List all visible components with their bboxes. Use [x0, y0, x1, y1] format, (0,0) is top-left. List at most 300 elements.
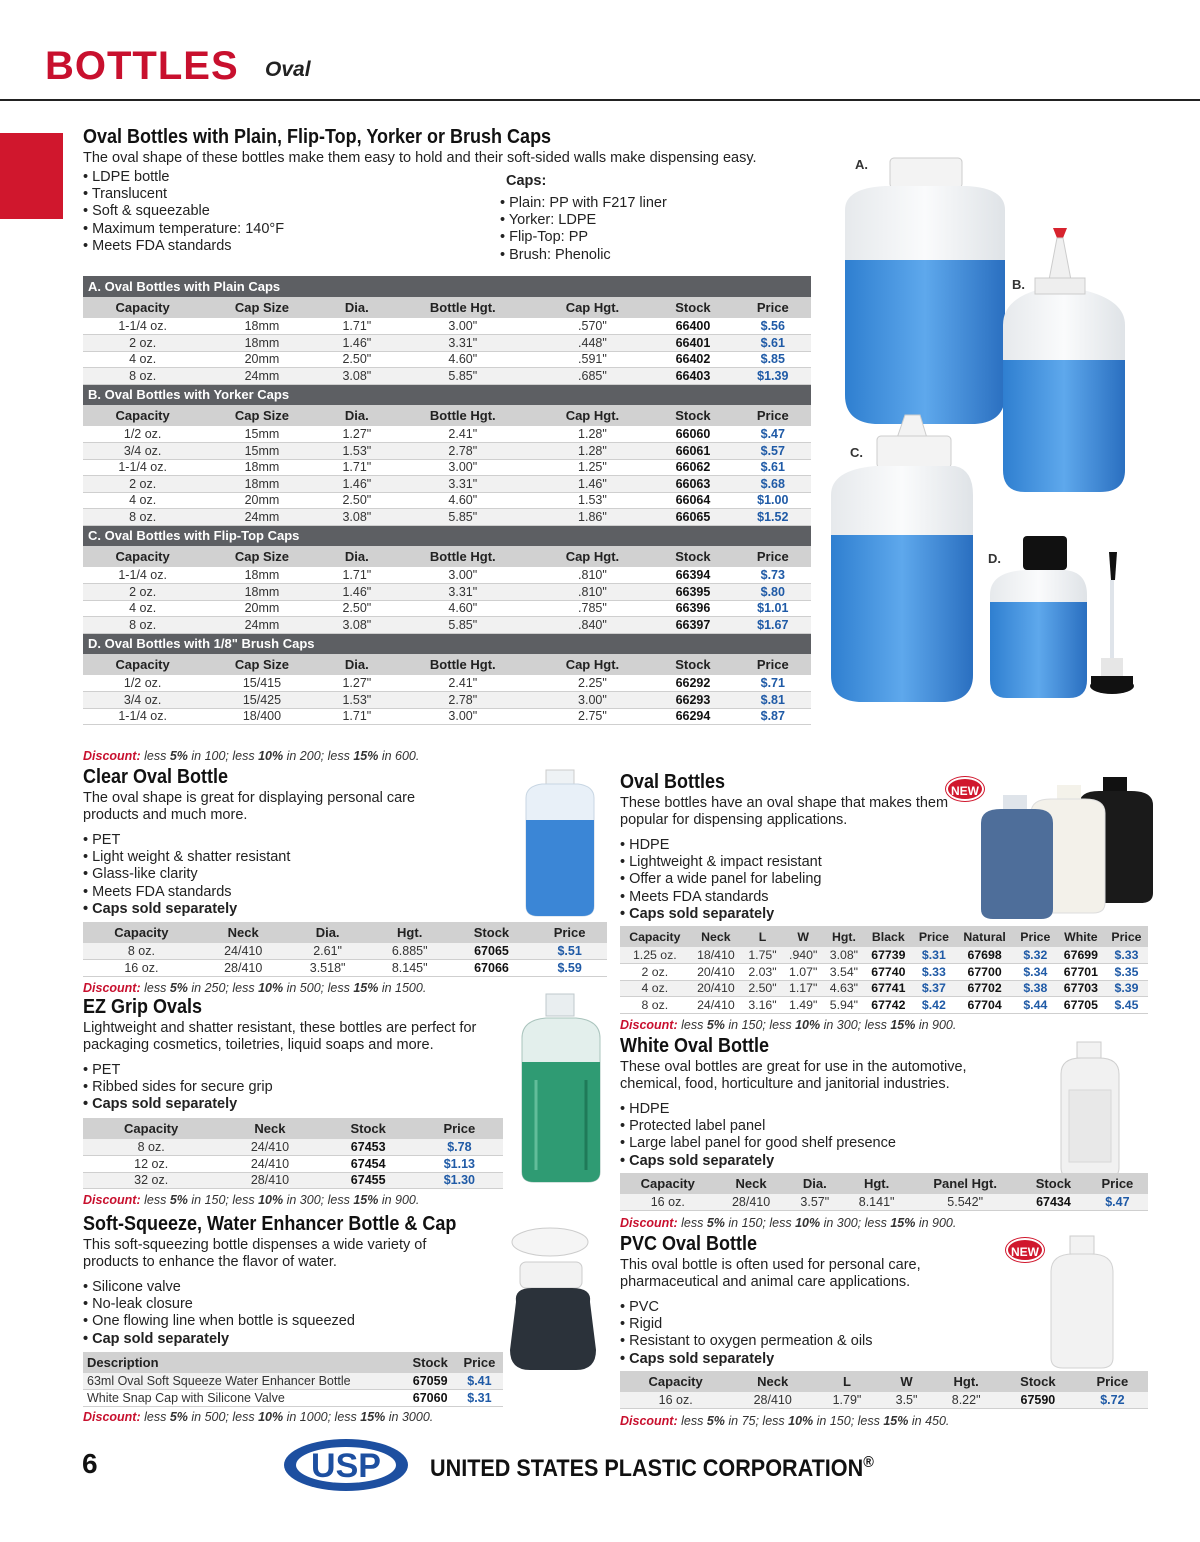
table-cell: $.39: [1105, 980, 1148, 997]
discount-label: Discount:: [83, 749, 141, 763]
table-cell: $.71: [735, 675, 811, 692]
table-cell: 4 oz.: [83, 492, 202, 509]
discount-text: less: [144, 981, 170, 995]
table-cell: 20/410: [690, 964, 742, 981]
column-header: Price: [1077, 1371, 1148, 1392]
table-cell: $1.67: [735, 617, 811, 634]
column-header: Price: [735, 297, 811, 318]
table-cell: 16 oz.: [83, 960, 200, 977]
table-cell: 18mm: [202, 584, 321, 601]
table-cell: 8 oz.: [83, 943, 200, 960]
table-cell: 8.141": [843, 1194, 910, 1211]
column-header: Price: [1014, 926, 1057, 947]
table-cell: 20mm: [202, 492, 321, 509]
table-cell: 67066: [451, 960, 532, 977]
discount-text: in 900.: [378, 1193, 420, 1207]
table-row: [83, 1373, 503, 1390]
column-header: Stock: [1020, 1173, 1087, 1194]
table-cell: $.42: [912, 997, 955, 1014]
table-cell: 28/410: [219, 1172, 320, 1189]
discount-rate: 10%: [258, 1410, 284, 1424]
discount-text: in 150; less: [724, 1216, 796, 1230]
column-header: Capacity: [83, 405, 202, 426]
feature-item: • PVC: [620, 1299, 1050, 1316]
table-row: [83, 943, 607, 960]
table-cell: $.31: [456, 1390, 503, 1407]
table-group-band: [83, 384, 811, 405]
column-header: Stock: [451, 922, 532, 943]
table-cell: 1.53": [322, 443, 393, 460]
table-row: [620, 1392, 1148, 1409]
table-cell: 66062: [651, 459, 734, 476]
table-row: [83, 368, 811, 385]
table-cell: $1.00: [735, 492, 811, 509]
section-white-oval-bottle: [620, 1035, 1050, 1170]
section-description: The oval shape is great for displaying personal care products and much more.: [83, 790, 416, 823]
table-cell: 6.885": [369, 943, 451, 960]
table-cell: 15/415: [202, 675, 321, 692]
table-cell: $.59: [532, 960, 607, 977]
discount-text: less: [681, 1414, 707, 1428]
image-label-c: C.: [850, 445, 863, 460]
table-row: [83, 692, 811, 709]
table-cell: 67742: [864, 997, 912, 1014]
feature-item: • Maximum temperature: 140°F: [83, 221, 823, 238]
table-cell: 3.00": [392, 708, 533, 725]
column-header: Cap Size: [202, 546, 321, 567]
table-cell: 1.07": [783, 964, 824, 981]
table-cell: 66294: [651, 708, 734, 725]
table-cell: 8 oz.: [83, 617, 202, 634]
table-cell: 24mm: [202, 368, 321, 385]
column-header: Cap Hgt.: [533, 297, 651, 318]
column-header: Hgt.: [843, 1173, 910, 1194]
table-cell: 3/4 oz.: [83, 443, 202, 460]
section-title: Oval Bottles: [620, 771, 726, 793]
feature-list: [83, 1279, 533, 1348]
column-header: Price: [416, 1118, 503, 1139]
section-pvc-oval-bottle: [620, 1233, 1050, 1368]
image-label-b: B.: [1012, 277, 1025, 292]
feature-item: • Glass-like clarity: [83, 866, 523, 883]
discount-text: in 250; less: [187, 981, 259, 995]
column-header: Capacity: [83, 1118, 219, 1139]
feature-item: • Silicone valve: [83, 1279, 533, 1296]
table-cell: $.87: [735, 708, 811, 725]
table-cell: 66401: [651, 335, 734, 352]
discount-rate: 10%: [258, 981, 284, 995]
table-cell: White Snap Cap with Silicone Valve: [83, 1390, 404, 1407]
column-header: Natural: [955, 926, 1013, 947]
table-row: [83, 426, 811, 443]
table-cell: 67434: [1020, 1194, 1087, 1211]
table-cell: $1.30: [416, 1172, 503, 1189]
table-cell: 1.53": [533, 492, 651, 509]
table-cell: 1.25": [533, 459, 651, 476]
table-cell: 8 oz.: [620, 997, 690, 1014]
table-cell: 67059: [404, 1373, 455, 1390]
usp-logo: [282, 1436, 412, 1494]
column-header-row: [83, 1352, 503, 1373]
table-cell: 67740: [864, 964, 912, 981]
table-cell: 1-1/4 oz.: [83, 459, 202, 476]
column-header: Dia.: [287, 922, 369, 943]
table-cell: 1.71": [322, 567, 393, 584]
section-oval-bottles-caps: [83, 126, 823, 255]
table-cell: 1.46": [322, 584, 393, 601]
column-header: Capacity: [620, 926, 690, 947]
column-header-row: [620, 926, 1148, 947]
column-header: Dia.: [787, 1173, 843, 1194]
feature-item: • PET: [83, 1062, 523, 1079]
table-cell: 24/410: [690, 997, 742, 1014]
table-row: [83, 600, 811, 617]
discount-note: [620, 1414, 949, 1428]
table-cell: $.72: [1077, 1392, 1148, 1409]
table-cell: 4.60": [392, 492, 533, 509]
table-cell: 3.00": [392, 318, 533, 335]
table-cell: 2.50": [322, 492, 393, 509]
table-cell: 2.03": [742, 964, 783, 981]
feature-item: • HDPE: [620, 1101, 1050, 1118]
table-cell: 1.46": [322, 335, 393, 352]
section-ez-grip-ovals: [83, 996, 523, 1114]
table-cell: $.61: [735, 335, 811, 352]
discount-rate: 15%: [890, 1018, 916, 1032]
table-cell: $.45: [1105, 997, 1148, 1014]
table-cell: 8.22": [933, 1392, 999, 1409]
column-header: W: [783, 926, 824, 947]
image-label-a: A.: [855, 157, 868, 172]
table-cell: $1.01: [735, 600, 811, 617]
table-cell: 67065: [451, 943, 532, 960]
table-row: [83, 567, 811, 584]
discount-text: less: [681, 1216, 707, 1230]
table-row: [83, 960, 607, 977]
discount-rate: 5%: [706, 1414, 725, 1428]
section-oval-bottles-hdpe: [620, 771, 980, 923]
feature-item: • Yorker: LDPE: [500, 212, 667, 229]
table-cell: $.32: [1014, 947, 1057, 964]
feature-item: • Lightweight & impact resistant: [620, 854, 980, 871]
table-cell: 4 oz.: [83, 351, 202, 368]
table-cell: 3.54": [824, 964, 865, 981]
table-cell: 66065: [651, 509, 734, 526]
table-cell: 1-1/4 oz.: [83, 318, 202, 335]
section-tab-marker: [0, 133, 63, 219]
discount-rate: 15%: [890, 1216, 916, 1230]
hdpe-oval-bottles-image: [975, 775, 1160, 920]
table-cell: $1.52: [735, 509, 811, 526]
table-cell: $.73: [735, 567, 811, 584]
table-row: [83, 509, 811, 526]
discount-rate: 15%: [353, 981, 379, 995]
feature-list: [620, 837, 980, 923]
table-cell: 4.60": [392, 600, 533, 617]
discount-rate: 10%: [788, 1414, 814, 1428]
table-cell: 2 oz.: [620, 964, 690, 981]
column-header: Stock: [651, 405, 734, 426]
discount-note: [83, 981, 426, 995]
table-cell: 4 oz.: [83, 600, 202, 617]
table-cell: 1.46": [533, 476, 651, 493]
table-cell: 8.145": [369, 960, 451, 977]
section-description: The oval shape of these bottles make them easy to hold and their soft-sided walls make dispensing easy.: [83, 150, 757, 166]
table-cell: 1-1/4 oz.: [83, 708, 202, 725]
table-cell: 18mm: [202, 567, 321, 584]
feature-item-bold: • Cap sold separately: [83, 1331, 533, 1348]
discount-note: [620, 1216, 956, 1230]
table-cell: 20/410: [690, 980, 742, 997]
table-cell: 32 oz.: [83, 1172, 219, 1189]
table-cell: $.47: [735, 426, 811, 443]
table-cell: .840": [533, 617, 651, 634]
table-cell: 67699: [1057, 947, 1105, 964]
table-cell: 1.28": [533, 426, 651, 443]
table-cell: $.31: [912, 947, 955, 964]
table-cell: 3.31": [392, 335, 533, 352]
section-description: Lightweight and shatter resistant, these bottles are perfect for packaging cosmetics, toiletries, liquid soaps and more.: [83, 1020, 477, 1053]
table-cell: 3.16": [742, 997, 783, 1014]
column-header: Hgt.: [824, 926, 865, 947]
soft-squeeze-table: [83, 1352, 503, 1407]
table-row: [83, 459, 811, 476]
column-header: Capacity: [83, 297, 202, 318]
table-cell: $.37: [912, 980, 955, 997]
group-title: C. Oval Bottles with Flip-Top Caps: [83, 525, 811, 546]
discount-note: [83, 1410, 433, 1424]
table-cell: 5.542": [910, 1194, 1020, 1211]
bottle-c-flip-top-cap: [831, 415, 973, 702]
table-cell: 2.78": [392, 443, 533, 460]
column-header-row: [83, 405, 811, 426]
table-row: [83, 443, 811, 460]
column-header: Dia.: [322, 297, 393, 318]
table-cell: 66394: [651, 567, 734, 584]
table-cell: $.61: [735, 459, 811, 476]
table-cell: 1.71": [322, 318, 393, 335]
table-cell: 3.08": [322, 368, 393, 385]
table-cell: $.38: [1014, 980, 1057, 997]
table-cell: 20mm: [202, 351, 321, 368]
table-row: [620, 980, 1148, 997]
table-cell: 20mm: [202, 600, 321, 617]
table-cell: 1.79": [814, 1392, 880, 1409]
column-header: Bottle Hgt.: [392, 654, 533, 675]
group-title: A. Oval Bottles with Plain Caps: [83, 276, 811, 297]
column-header-row: [620, 1173, 1148, 1194]
table-cell: 24mm: [202, 509, 321, 526]
bottle-a-plain-cap: [845, 158, 1005, 424]
discount-label: Discount:: [83, 981, 141, 995]
column-header: Price: [532, 922, 607, 943]
section-soft-squeeze-bottle: [83, 1213, 533, 1348]
table-cell: 67060: [404, 1390, 455, 1407]
table-cell: 67705: [1057, 997, 1105, 1014]
section-title: EZ Grip Ovals: [83, 996, 203, 1018]
discount-rate: 15%: [353, 1193, 379, 1207]
table-row: [83, 675, 811, 692]
discount-rate: 5%: [169, 1193, 188, 1207]
table-cell: 2.50": [742, 980, 783, 997]
new-badge: NEW: [1006, 1238, 1044, 1262]
discount-note: [83, 1193, 419, 1207]
discount-rate: 15%: [883, 1414, 909, 1428]
section-description: These bottles have an oval shape that makes them popular for dispensing applications.: [620, 795, 949, 828]
table-cell: .448": [533, 335, 651, 352]
discount-label: Discount:: [620, 1414, 678, 1428]
column-header-row: [83, 922, 607, 943]
discount-rate: 5%: [169, 981, 188, 995]
feature-item-bold: • Caps sold separately: [83, 901, 523, 918]
discount-text: in 1000; less: [283, 1410, 361, 1424]
white-oval-bottle-table: [620, 1173, 1148, 1211]
column-header: Price: [456, 1352, 503, 1373]
column-header: Price: [735, 405, 811, 426]
column-header: Stock: [651, 654, 734, 675]
table-cell: .810": [533, 584, 651, 601]
table-cell: 3.08": [322, 617, 393, 634]
feature-item: • Ribbed sides for secure grip: [83, 1079, 523, 1096]
table-cell: 1.25 oz.: [620, 947, 690, 964]
section-clear-oval-bottle: [83, 766, 523, 918]
page-number: 6: [82, 1448, 98, 1479]
table-row: [83, 318, 811, 335]
table-cell: $.47: [1087, 1194, 1148, 1211]
column-header: White: [1057, 926, 1105, 947]
discount-text: less: [144, 749, 170, 763]
feature-list: [83, 1062, 523, 1114]
feature-item: • No-leak closure: [83, 1296, 533, 1313]
discount-rate: 10%: [258, 1193, 284, 1207]
table-cell: 2.41": [392, 675, 533, 692]
header-rule: [0, 99, 1200, 101]
table-cell: 1.75": [742, 947, 783, 964]
column-header: Cap Size: [202, 654, 321, 675]
table-cell: $.44: [1014, 997, 1057, 1014]
table-cell: 18mm: [202, 459, 321, 476]
table-cell: 8 oz.: [83, 1139, 219, 1156]
table-row: [83, 708, 811, 725]
table-cell: 3.57": [787, 1194, 843, 1211]
caps-heading: Caps:: [506, 173, 547, 189]
feature-list: [83, 169, 823, 255]
group-title: B. Oval Bottles with Yorker Caps: [83, 384, 811, 405]
column-header: Hgt.: [369, 922, 451, 943]
table-cell: 2.50": [322, 351, 393, 368]
table-cell: 3.31": [392, 584, 533, 601]
table-cell: 28/410: [731, 1392, 814, 1409]
column-header: Cap Size: [202, 405, 321, 426]
table-cell: 1.86": [533, 509, 651, 526]
oval-bottles-hdpe-table: [620, 926, 1148, 1014]
table-cell: 4.60": [392, 351, 533, 368]
feature-list: [83, 832, 523, 918]
table-cell: $.35: [1105, 964, 1148, 981]
discount-rate: 10%: [258, 749, 284, 763]
usp-logo-text: USP: [311, 1447, 381, 1485]
discount-text: in 450.: [908, 1414, 950, 1428]
section-title: White Oval Bottle: [620, 1035, 770, 1057]
discount-rate: 5%: [706, 1216, 725, 1230]
feature-item: • Large label panel for good shelf presence: [620, 1135, 1050, 1152]
company-name: [430, 1454, 874, 1483]
discount-label: Discount:: [620, 1018, 678, 1032]
feature-list: [620, 1101, 1050, 1170]
column-header: Capacity: [620, 1371, 731, 1392]
column-header: L: [742, 926, 783, 947]
table-cell: $.85: [735, 351, 811, 368]
column-header: Capacity: [620, 1173, 716, 1194]
discount-text: in 500; less: [187, 1410, 259, 1424]
table-cell: 12 oz.: [83, 1156, 219, 1173]
table-cell: 66293: [651, 692, 734, 709]
pvc-oval-bottle-image: [1045, 1232, 1120, 1370]
table-cell: 5.85": [392, 509, 533, 526]
oval-bottles-illustration: [825, 140, 1175, 720]
table-cell: 66396: [651, 600, 734, 617]
feature-list: [620, 1299, 1050, 1368]
column-header: Stock: [999, 1371, 1077, 1392]
feature-item: • Protected label panel: [620, 1118, 1050, 1135]
feature-item: • One flowing line when bottle is squeezed: [83, 1313, 533, 1330]
table-cell: 2.75": [533, 708, 651, 725]
bottle-d-brush-cap: [990, 536, 1134, 698]
table-row: [83, 1390, 503, 1407]
table-row: [83, 351, 811, 368]
section-title: Oval Bottles with Plain, Flip-Top, Yorker or Brush Caps: [83, 126, 552, 148]
ez-grip-oval-image: [512, 990, 610, 1185]
table-row: [620, 964, 1148, 981]
column-header-row: [83, 297, 811, 318]
table-cell: 1.53": [322, 692, 393, 709]
table-cell: 67455: [321, 1172, 416, 1189]
table-cell: 16 oz.: [620, 1392, 731, 1409]
table-cell: 5.94": [824, 997, 865, 1014]
feature-item-bold: • Caps sold separately: [83, 1096, 523, 1113]
discount-rate: 10%: [795, 1216, 821, 1230]
new-badge: NEW: [946, 777, 984, 801]
feature-item: • Light weight & shatter resistant: [83, 849, 523, 866]
discount-text: in 300; less: [820, 1216, 891, 1230]
table-row: [83, 492, 811, 509]
table-cell: 67701: [1057, 964, 1105, 981]
table-cell: 2 oz.: [83, 476, 202, 493]
feature-item: • Plain: PP with F217 liner: [500, 195, 667, 212]
table-cell: $.33: [1105, 947, 1148, 964]
column-header: Cap Hgt.: [533, 405, 651, 426]
column-header-row: [83, 546, 811, 567]
table-row: [620, 947, 1148, 964]
table-cell: .570": [533, 318, 651, 335]
table-cell: 1.28": [533, 443, 651, 460]
table-row: [83, 617, 811, 634]
table-row: [83, 1172, 503, 1189]
table-row: [83, 1156, 503, 1173]
feature-item: • Brush: Phenolic: [500, 247, 667, 264]
image-label-d: D.: [988, 551, 1001, 566]
table-cell: $.57: [735, 443, 811, 460]
table-cell: 4 oz.: [620, 980, 690, 997]
table-cell: 3.00": [533, 692, 651, 709]
ez-grip-ovals-table: [83, 1118, 503, 1189]
section-description: This soft-squeezing bottle dispenses a wide variety of products to enhance the flavor of water.: [83, 1237, 427, 1270]
feature-item: • LDPE bottle: [83, 169, 823, 186]
table-cell: 1.49": [783, 997, 824, 1014]
table-cell: 66395: [651, 584, 734, 601]
column-header: Bottle Hgt.: [392, 405, 533, 426]
table-row: [620, 1194, 1148, 1211]
